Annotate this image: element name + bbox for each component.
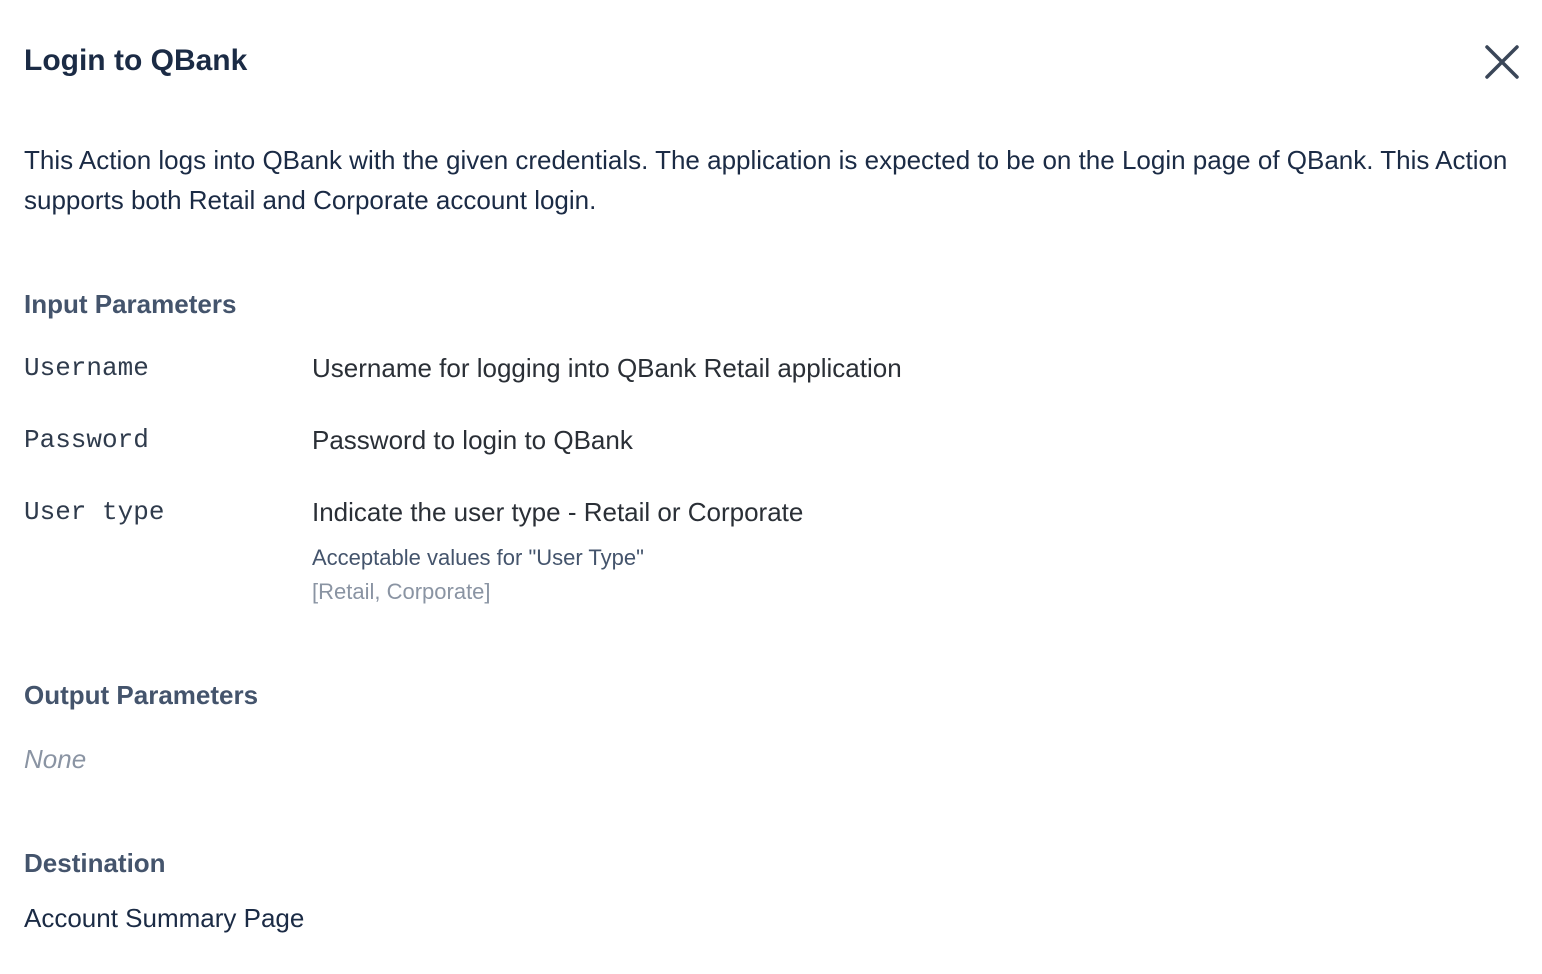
input-parameter-row: [24, 420, 1518, 460]
parameter-description: Indicate the user type - Retail or Corporate: [312, 497, 804, 527]
input-parameter-row: [24, 492, 1518, 532]
input-parameter-row: [24, 348, 1518, 388]
close-icon[interactable]: [1482, 42, 1522, 82]
action-description: This Action logs into QBank with the given credentials. The application is expected to be on the Login page of QBank. This Action supports both Retail and Corporate account login.: [24, 145, 1508, 215]
close-button[interactable]: [1478, 38, 1526, 86]
parameter-name: User type: [24, 497, 165, 527]
destination-heading: Destination: [24, 848, 166, 878]
dialog-title: Login to QBank: [24, 44, 248, 77]
output-parameters-value: None: [24, 744, 87, 774]
input-parameters-heading: Input Parameters: [24, 289, 237, 319]
parameter-description: Username for logging into QBank Retail application: [312, 353, 902, 383]
output-parameters-heading: Output Parameters: [24, 680, 259, 710]
parameter-name: Username: [24, 353, 149, 383]
parameter-name: Password: [24, 425, 149, 455]
acceptable-values-list: [Retail, Corporate]: [312, 579, 491, 604]
acceptable-values-label: Acceptable values for "User Type": [312, 545, 644, 570]
destination-value: Account Summary Page: [24, 903, 305, 933]
parameter-description: Password to login to QBank: [312, 425, 633, 455]
